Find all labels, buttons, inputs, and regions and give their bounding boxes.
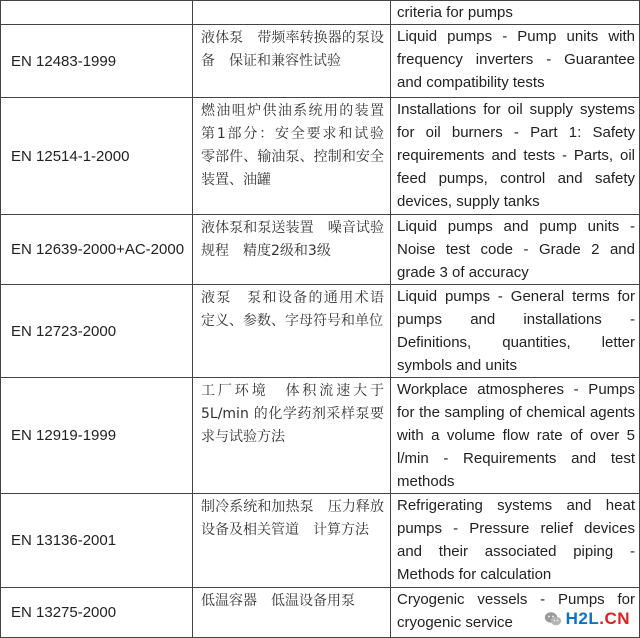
- english-title: criteria for pumps: [390, 1, 640, 24]
- table-row: [0, 98, 640, 215]
- standard-code: EN 12919-1999: [0, 378, 192, 493]
- standard-code: [0, 1, 192, 24]
- chinese-title: 制冷系统和加热泵 压力释放设备及相关管道 计算方法: [192, 494, 390, 587]
- chinese-title: 液体泵和泵送装置 噪音试验规程 精度2级和3级: [192, 215, 390, 284]
- english-title: Liquid pumps and pump units - Noise test code - Grade 2 and grade 3 of accuracy: [390, 215, 640, 284]
- table-row: [0, 1, 640, 25]
- english-title: Liquid pumps - Pump units with frequency inverters - Guarantee and compatibility tests: [390, 25, 640, 97]
- table-row: [0, 25, 640, 98]
- standard-code: EN 12514-1-2000: [0, 98, 192, 214]
- chinese-title: [192, 1, 390, 24]
- chinese-title: 燃油咀炉供油系统用的装置 第1部分：安全要求和试验 零部件、输油泵、控制和安全装置、油罐: [192, 98, 390, 214]
- chinese-title: 工厂环境 体积流速大于5L/min 的化学药剂采样泵要求与试验方法: [192, 378, 390, 493]
- table-row: [0, 378, 640, 494]
- standard-code: EN 13136-2001: [0, 494, 192, 587]
- standard-code: EN 12723-2000: [0, 285, 192, 377]
- english-title: Installations for oil supply systems for oil burners - Part 1: Safety requirements and tests - Parts, oil feed pumps, control and safety devices, supply tanks: [390, 98, 640, 214]
- english-title: Liquid pumps - General terms for pumps and installations - Definitions, quantities, letter symbols and units: [390, 285, 640, 377]
- english-title: Workplace atmospheres - Pumps for the sampling of chemical agents with a volume flow rate of over 5 l/min - Requirements and test methods: [390, 378, 640, 493]
- chinese-title: 低温容器 低温设备用泵: [192, 588, 390, 637]
- table-row: [0, 285, 640, 378]
- table-row: [0, 215, 640, 285]
- watermark-text: H2L.CN: [565, 609, 630, 628]
- standard-code: EN 13275-2000: [0, 588, 192, 637]
- chinese-title: 液体泵 带频率转换器的泵设备 保证和兼容性试验: [192, 25, 390, 97]
- standard-code: EN 12639-2000+AC-2000: [0, 215, 192, 284]
- standard-code: EN 12483-1999: [0, 25, 192, 97]
- wechat-icon: [544, 611, 562, 627]
- table-row: [0, 494, 640, 588]
- chinese-title: 液泵 泵和设备的通用术语 定义、参数、字母符号和单位: [192, 285, 390, 377]
- english-title: Refrigerating systems and heat pumps - Pressure relief devices and their associated piping - Methods for calculation: [390, 494, 640, 587]
- english-title: Cryogenic vessels - Pumps for cryogenic service: [390, 588, 640, 637]
- site-watermark: [542, 609, 632, 629]
